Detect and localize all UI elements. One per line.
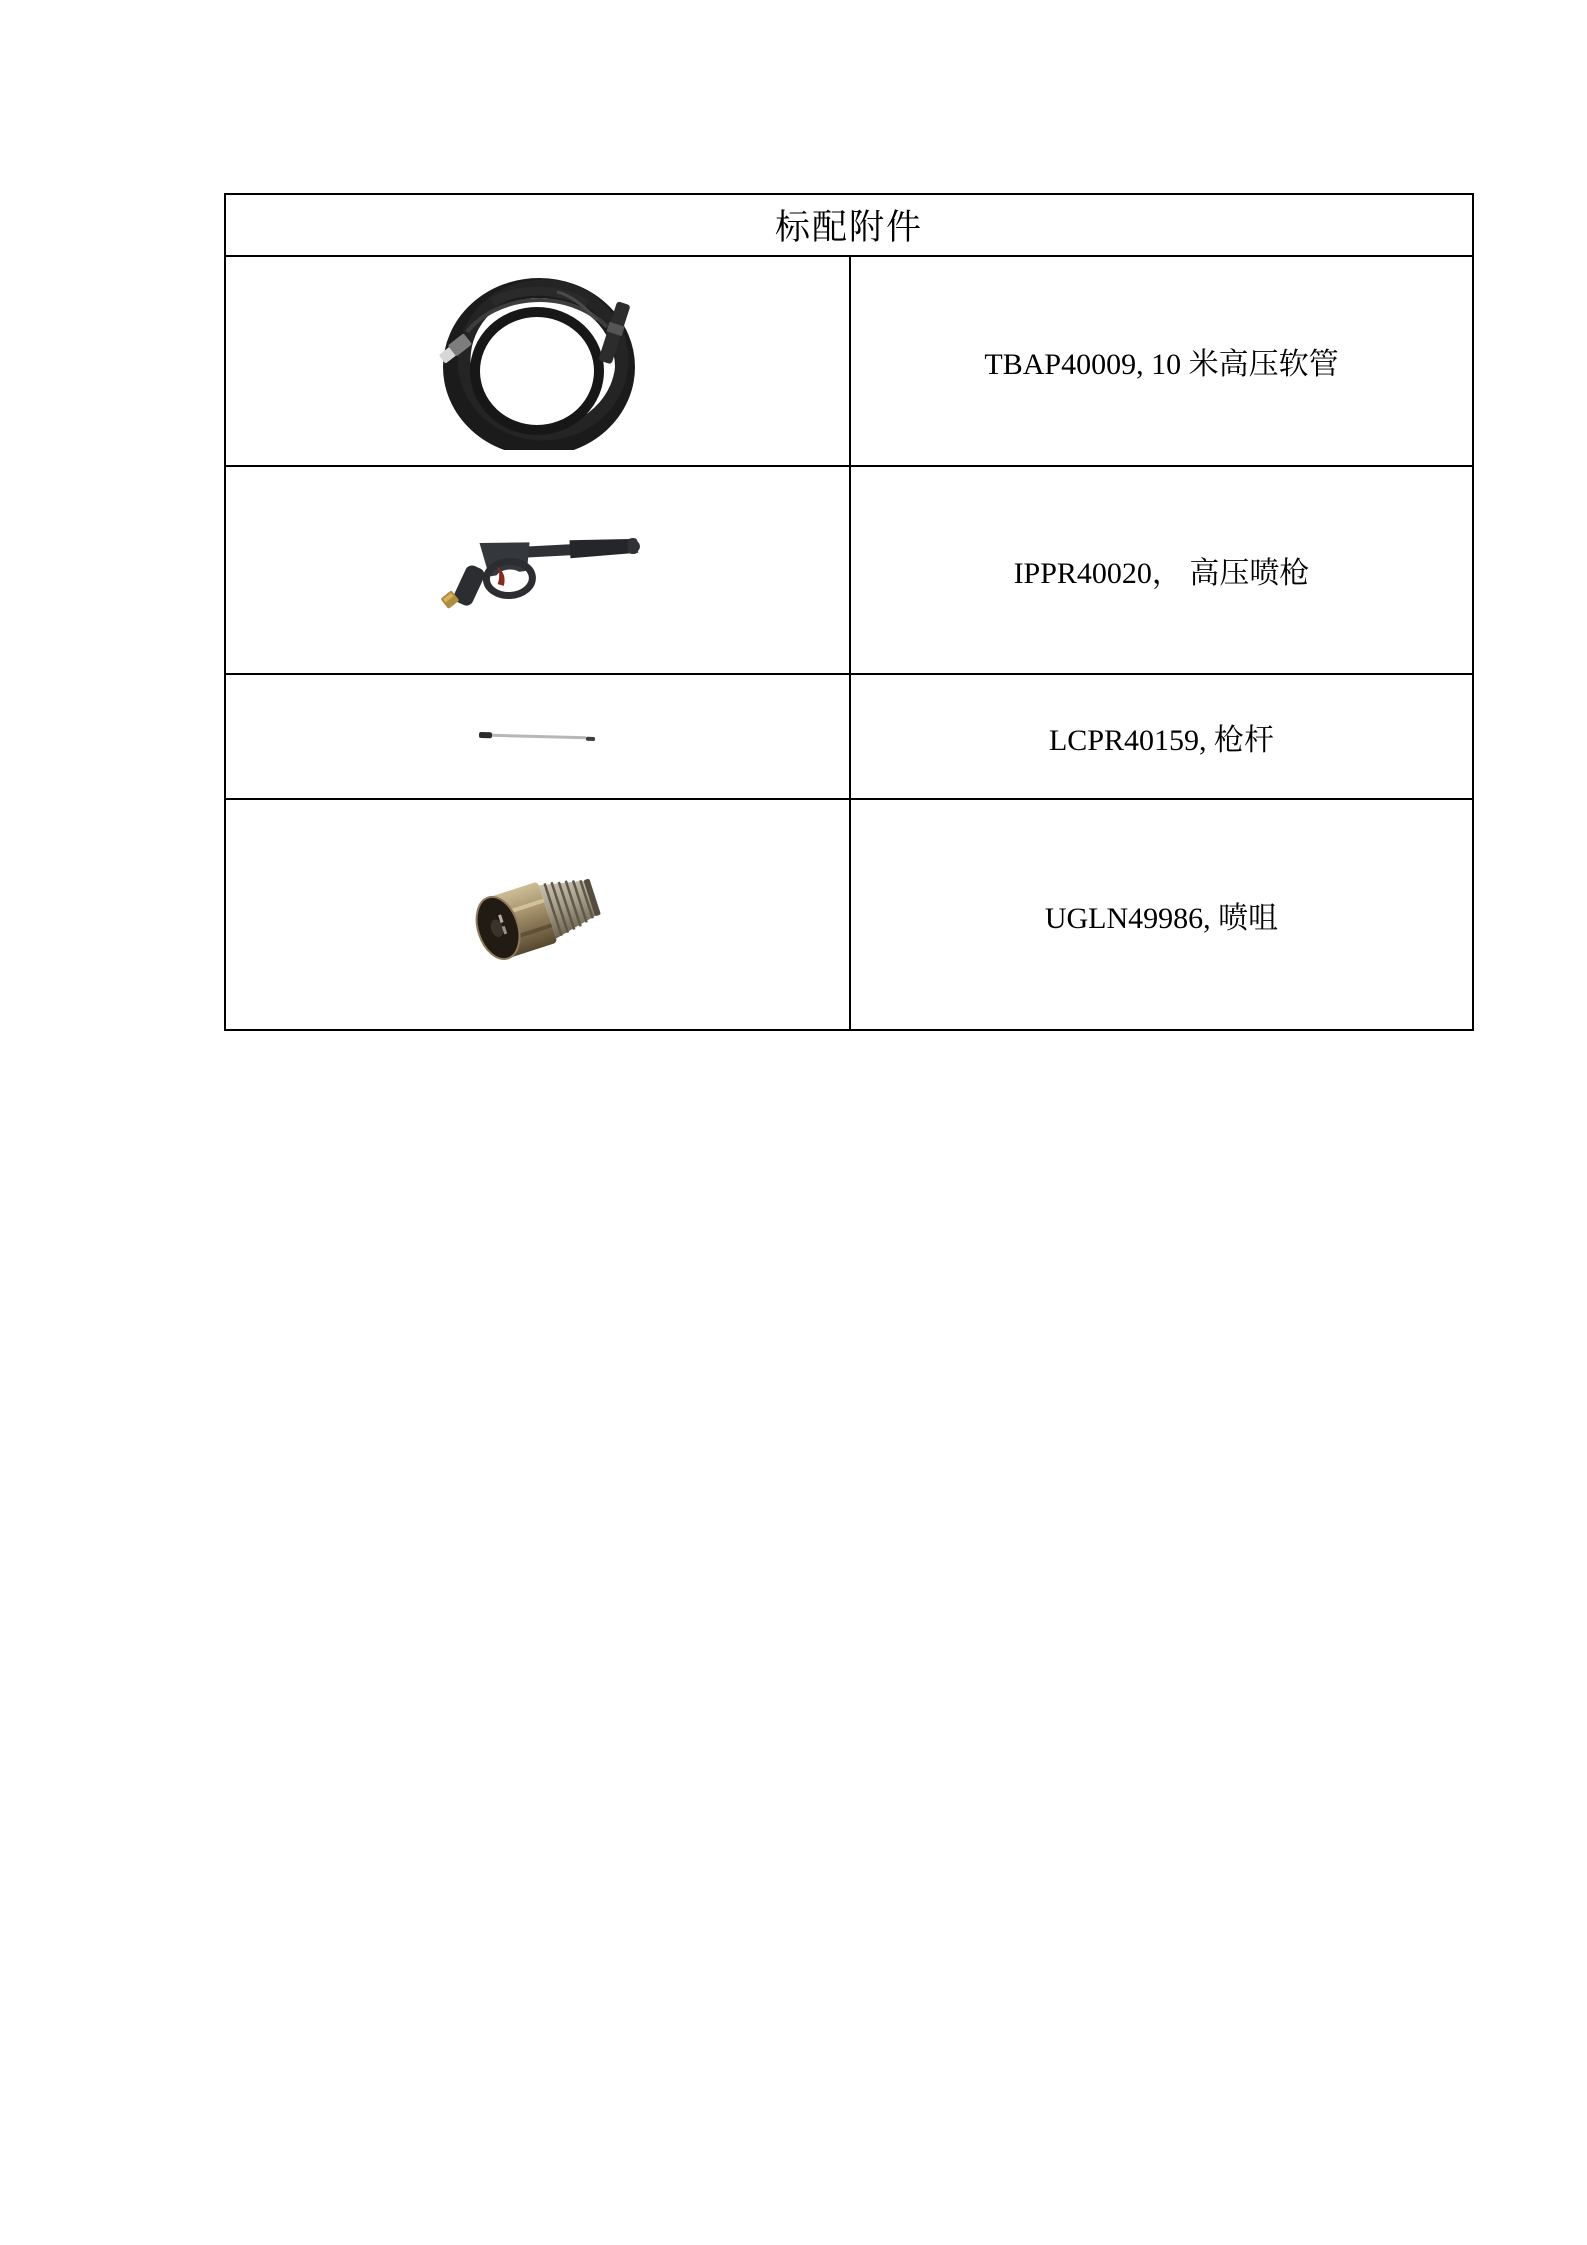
gun-image-cell (226, 467, 851, 673)
part-label: IPPR40020， 高压喷枪 (1013, 557, 1310, 590)
table-row (226, 257, 1472, 467)
lance-photo (479, 730, 597, 744)
part-label: TBAP40009, 10 米高压软管 (984, 348, 1339, 381)
hose-image-cell (226, 257, 851, 465)
table-row (226, 800, 1472, 1029)
lance-image-cell (226, 675, 851, 798)
spray-gun-photo (433, 530, 643, 610)
table-title: 标配附件 (774, 208, 923, 247)
high-pressure-hose-photo (437, 272, 639, 450)
table-header-row (226, 195, 1472, 257)
accessories-table (224, 193, 1474, 1031)
nozzle-photo (474, 841, 602, 989)
table-row (226, 675, 1472, 800)
nozzle-image-cell (226, 800, 851, 1029)
part-label: UGLN49986, 喷咀 (1044, 901, 1279, 935)
part-label: LCPR40159, 枪杆 (1048, 723, 1275, 757)
table-row (226, 467, 1472, 675)
